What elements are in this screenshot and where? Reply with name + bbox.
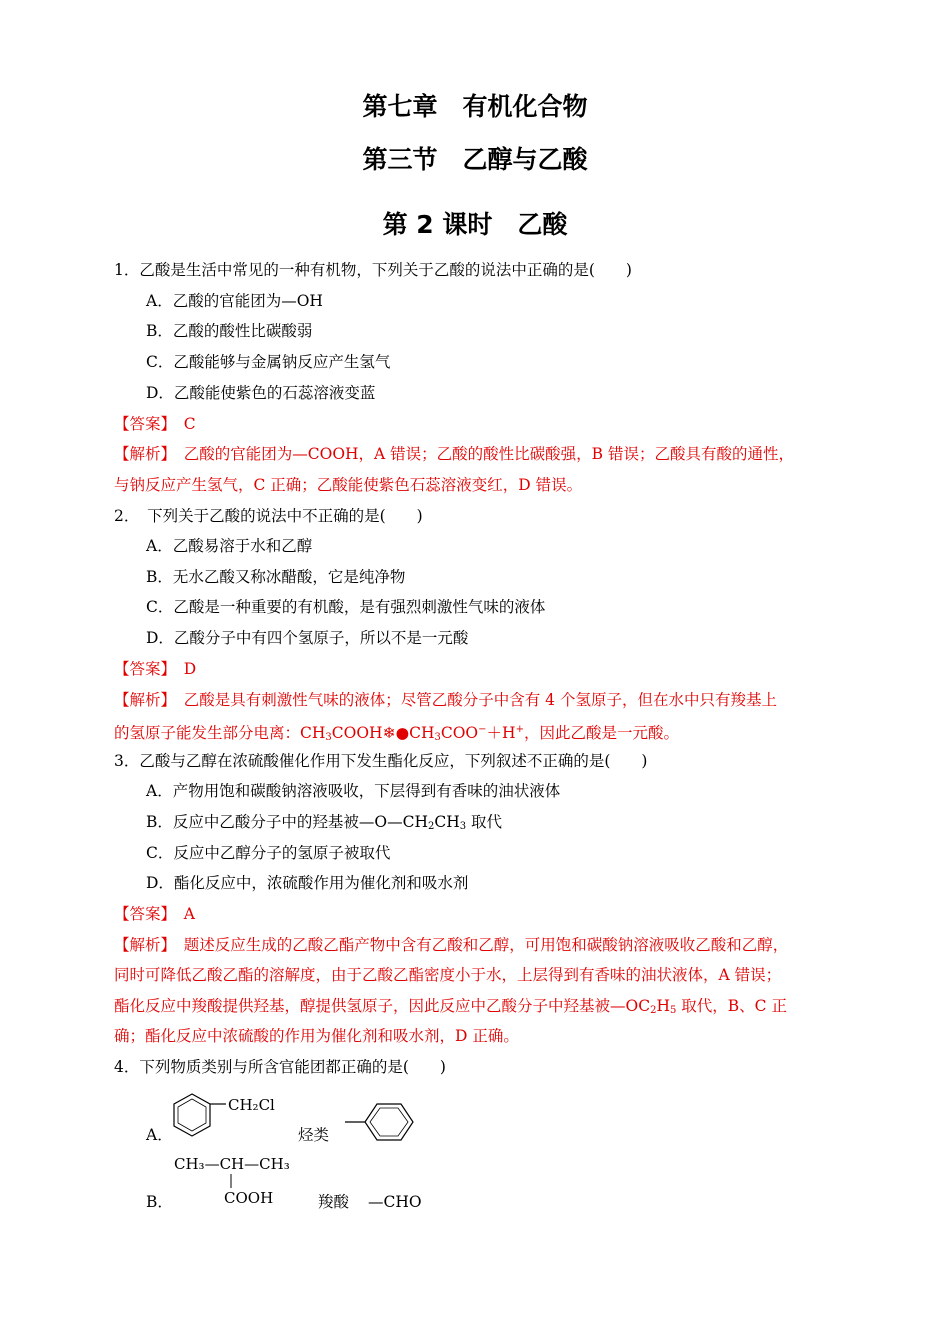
q3-answer: 【答案】 A	[114, 905, 195, 923]
q2-option-b: B．无水乙酸又称冰醋酸，它是纯净物	[146, 568, 406, 586]
q3-option-d: D．酯化反应中，浓硫酸作用为催化剂和吸水剂	[146, 874, 469, 892]
q3-option-c: C．反应中乙醇分子的氢原子被取代	[146, 844, 391, 862]
q2-explanation-line2: 的氢原子能发生部分电离：$CH_3COOH❄●CH_3COO^-+H^+$，因此乙酸是一元酸。	[114, 724, 679, 743]
branch-bond	[228, 1174, 234, 1188]
q2-option-c: C．乙酸是一种重要的有机酸，是有强烈刺激性气味的液体	[146, 598, 546, 616]
ionization-equation: $CH_3COOH❄●CH_3COO^-+H^+$	[300, 724, 524, 743]
q4-option-b-label: B．	[146, 1193, 173, 1211]
q1-option-b: B．乙酸的酸性比碳酸弱	[146, 322, 313, 340]
equilibrium-symbol: ❄●	[382, 724, 410, 742]
q2-answer: 【答案】 D	[114, 660, 197, 678]
lesson-title: 第 2 课时 乙酸	[382, 210, 568, 239]
q4-option-b-group: —CHO	[368, 1193, 422, 1211]
phenyl-group-structure	[343, 1100, 423, 1144]
q2-explanation-line1: 【解析】 乙酸是具有刺激性气味的液体；尽管乙酸分子中含有 4 个氢原子，但在水中只有羧基上	[114, 691, 777, 709]
q4-option-a-class: 烃类	[298, 1126, 330, 1144]
q3-explanation-line3: 酯化反应中羧酸提供羟基，醇提供氢原子，因此反应中乙酸分子中羟基被$—OC_2H_5$ 取代，B、C 正	[114, 997, 787, 1016]
q3-stem: 3．乙酸与乙醇在浓硫酸催化作用下发生酯化反应，下列叙述不正确的是( )	[114, 752, 648, 770]
q3-option-a: A．产物用饱和碳酸钠溶液吸收，下层得到有香味的油状液体	[146, 782, 561, 800]
q4-option-b-chain: CH₃—CH—CH₃	[174, 1155, 290, 1173]
q3-explanation-line2: 同时可降低乙酸乙酯的溶解度，由于乙酸乙酯密度小于水，上层得到有香味的油状液体，A 错误；	[114, 966, 782, 984]
q4-stem: 4．下列物质类别与所含官能团都正确的是( )	[114, 1058, 446, 1076]
q3-option-b: B．反应中乙酸分子中的羟基被$—O—CH_2CH_3$ 取代	[146, 813, 503, 832]
q4-option-b-branch: COOH	[224, 1189, 274, 1207]
q1-option-d: D．乙酸能使紫色的石蕊溶液变蓝	[146, 384, 376, 402]
q1-explanation-line1: 【解析】 乙酸的官能团为—COOH，A 错误；乙酸的酸性比碳酸强，B 错误；乙酸具有酸的通性，	[114, 445, 794, 463]
q1-answer: 【答案】 C	[114, 415, 196, 433]
q2-option-d: D．乙酸分子中有四个氢原子，所以不是一元酸	[146, 629, 469, 647]
q4-option-b-class: 羧酸	[318, 1193, 350, 1211]
chapter-title: 第七章 有机化合物	[362, 92, 588, 121]
q1-option-c: C．乙酸能够与金属钠反应产生氢气	[146, 353, 391, 371]
q3-explanation-line1: 【解析】 题述反应生成的乙酸乙酯产物中含有乙酸和乙醇，可用饱和碳酸钠溶液吸收乙酸和乙醇，	[114, 936, 789, 954]
q4-option-a-label: A．	[146, 1126, 173, 1144]
q2-stem: 2． 下列关于乙酸的说法中不正确的是( )	[114, 507, 423, 525]
q1-option-a: A．乙酸的官能团为—OH	[146, 292, 323, 310]
q1-explanation-line2: 与钠反应产生氢气，C 正确；乙酸能使紫色石蕊溶液变红，D 错误。	[114, 476, 583, 494]
q3-explanation-line4: 确；酯化反应中浓硫酸的作用为催化剂和吸水剂，D 正确。	[114, 1027, 519, 1045]
q1-stem: 1．乙酸是生活中常见的一种有机物，下列关于乙酸的说法中正确的是( )	[114, 261, 632, 279]
q2-option-a: A．乙酸易溶于水和乙醇	[146, 537, 313, 555]
ch2cl-label: CH₂Cl	[228, 1096, 275, 1114]
section-title: 第三节 乙醇与乙酸	[362, 145, 588, 174]
